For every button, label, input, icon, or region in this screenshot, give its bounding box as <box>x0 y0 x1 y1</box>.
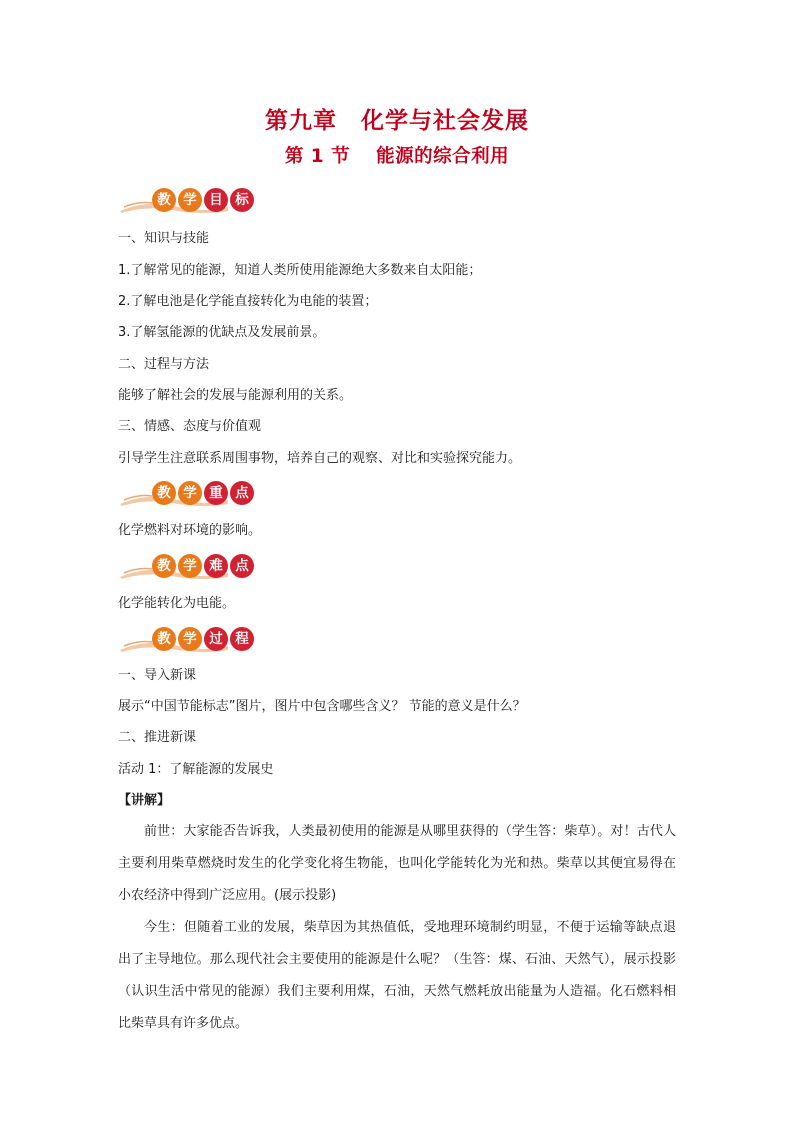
badge-char: 程 <box>230 627 254 651</box>
process-heading-2: 二、推进新课 <box>118 730 197 745</box>
explain-heading: 【讲解】 <box>118 793 171 808</box>
badge-difficulties <box>118 551 249 581</box>
process-heading-1: 一、导入新课 <box>118 668 197 683</box>
badge-teaching-process <box>118 624 249 654</box>
badge-char: 目 <box>204 188 228 212</box>
badge-char: 学 <box>178 481 202 505</box>
badge-char: 教 <box>152 554 176 578</box>
badge-char: 学 <box>178 554 202 578</box>
goals-item-2: 2.了解电池是化学能直接转化为电能的装置； <box>118 294 378 309</box>
badge-teaching-goals <box>118 185 249 215</box>
section-name: 能源的综合利用 <box>376 146 510 167</box>
section-number: 第 1 节 <box>284 146 351 167</box>
process-para-1: 展示“中国节能标志”图片，图片中包含哪些含义？ 节能的意义是什么？ <box>118 699 526 714</box>
badge-char: 过 <box>204 627 228 651</box>
badge-char: 重 <box>204 481 228 505</box>
badge-char: 教 <box>152 188 176 212</box>
badge-char: 标 <box>230 188 254 212</box>
key-points-text: 化学燃料对环境的影响。 <box>118 523 262 538</box>
explain-para-1: 前世：大家能否告诉我，人类最初使用的能源是从哪里获得的（学生答：柴草）。对！古代人主要利用柴草燃烧时发生的化学变化将生物能，也叫化学能转化为光和热。柴草以其便宜易得在小农经济中得到广泛应用。(展示投影) <box>118 824 676 903</box>
badge-key-points <box>118 478 249 508</box>
goals-heading-3: 三、情感、态度与价值观 <box>118 419 262 434</box>
activity-title: 活动 1：了解能源的发展史 <box>118 762 274 777</box>
badge-char: 学 <box>178 627 202 651</box>
goals-item-1: 1.了解常见的能源，知道人类所使用能源绝大多数来自太阳能； <box>118 263 482 278</box>
goals-heading-1: 一、知识与技能 <box>118 231 210 246</box>
badge-char: 点 <box>230 554 254 578</box>
goals-para-2: 能够了解社会的发展与能源利用的关系。 <box>118 388 353 403</box>
badge-char: 点 <box>230 481 254 505</box>
badge-char: 学 <box>178 188 202 212</box>
section-title <box>0 142 794 168</box>
badge-char: 教 <box>152 481 176 505</box>
difficulties-text: 化学能转化为电能。 <box>118 596 236 611</box>
goals-para-3: 引导学生注意联系周围事物，培养自己的观察、对比和实验探究能力。 <box>118 451 522 466</box>
badge-char: 教 <box>152 627 176 651</box>
explain-para-2: 今生：但随着工业的发展，柴草因为其热值低，受地理环境制约明显，不便于运输等缺点退出了主导地位。那么现代社会主要使用的能源是什么呢？（生答：煤、石油、天然气），展示投影（认识生活中常见的能源）我们主要利用煤，石油，天然气燃耗放出能量为人造福。化石燃料相比柴草具有许多优点。 <box>118 920 676 1031</box>
goals-item-3: 3.了解氢能源的优缺点及发展前景。 <box>118 325 326 340</box>
goals-heading-2: 二、过程与方法 <box>118 357 210 372</box>
badge-char: 难 <box>204 554 228 578</box>
chapter-title: 第九章 化学与社会发展 <box>265 108 529 134</box>
